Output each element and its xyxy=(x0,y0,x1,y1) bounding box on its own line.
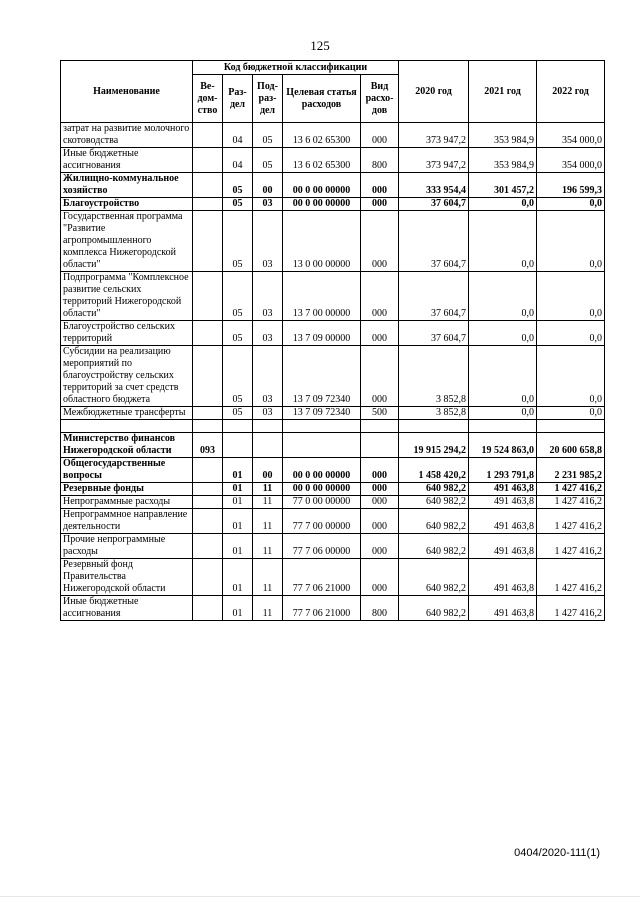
row-target: 13 6 02 65300 xyxy=(283,148,361,173)
row-target: 00 0 00 00000 xyxy=(283,173,361,198)
row-vid: 000 xyxy=(361,559,399,596)
row-value-2022: 1 427 416,2 xyxy=(537,559,605,596)
row-razdel: 05 xyxy=(223,321,253,346)
row-target: 77 7 06 21000 xyxy=(283,596,361,621)
row-podrazdel: 11 xyxy=(253,509,283,534)
row-podrazdel: 00 xyxy=(253,173,283,198)
row-vedomstvo xyxy=(193,458,223,483)
table-row xyxy=(61,407,605,420)
header-2022: 2022 год xyxy=(537,61,605,123)
row-vid: 000 xyxy=(361,496,399,509)
row-name: Резервные фонды xyxy=(61,483,193,496)
row-podrazdel: 05 xyxy=(253,148,283,173)
row-razdel: 05 xyxy=(223,198,253,211)
row-value-2020: 640 982,2 xyxy=(399,559,469,596)
row-value-2022: 20 600 658,8 xyxy=(537,433,605,458)
row-podrazdel: 03 xyxy=(253,321,283,346)
row-razdel: 05 xyxy=(223,407,253,420)
header-2021: 2021 год xyxy=(469,61,537,123)
row-vedomstvo xyxy=(193,148,223,173)
row-vedomstvo xyxy=(193,321,223,346)
table-row xyxy=(61,483,605,496)
row-value-2022: 0,0 xyxy=(537,211,605,272)
header-podrazdel: Под-раз-дел xyxy=(253,75,283,123)
row-podrazdel: 03 xyxy=(253,211,283,272)
row-razdel xyxy=(223,420,253,433)
row-value-2021: 353 984,9 xyxy=(469,148,537,173)
row-value-2020: 373 947,2 xyxy=(399,148,469,173)
table-row xyxy=(61,596,605,621)
row-value-2021: 0,0 xyxy=(469,321,537,346)
row-vid: 000 xyxy=(361,211,399,272)
row-value-2022: 1 427 416,2 xyxy=(537,596,605,621)
row-vedomstvo: 093 xyxy=(193,433,223,458)
row-razdel: 05 xyxy=(223,346,253,407)
row-value-2021: 19 524 863,0 xyxy=(469,433,537,458)
row-value-2022: 1 427 416,2 xyxy=(537,496,605,509)
row-value-2022: 1 427 416,2 xyxy=(537,509,605,534)
row-name: Непрограммные расходы xyxy=(61,496,193,509)
table-row xyxy=(61,496,605,509)
row-razdel: 05 xyxy=(223,173,253,198)
table-row xyxy=(61,534,605,559)
row-target xyxy=(283,433,361,458)
row-vedomstvo xyxy=(193,596,223,621)
row-vid xyxy=(361,433,399,458)
row-value-2020: 640 982,2 xyxy=(399,483,469,496)
row-razdel: 05 xyxy=(223,211,253,272)
row-value-2022: 354 000,0 xyxy=(537,123,605,148)
row-name: Иные бюджетные ассигнования xyxy=(61,596,193,621)
row-podrazdel: 00 xyxy=(253,458,283,483)
table-row xyxy=(61,433,605,458)
row-name: Подпрограмма "Комплексное развитие сельских территорий Нижегородской области" xyxy=(61,272,193,321)
table-row xyxy=(61,123,605,148)
row-target: 77 0 00 00000 xyxy=(283,496,361,509)
row-value-2021: 491 463,8 xyxy=(469,534,537,559)
row-value-2022: 196 599,3 xyxy=(537,173,605,198)
row-target: 00 0 00 00000 xyxy=(283,198,361,211)
row-value-2021: 301 457,2 xyxy=(469,173,537,198)
row-value-2020: 3 852,8 xyxy=(399,407,469,420)
row-name: Благоустройство xyxy=(61,198,193,211)
page-number: 125 xyxy=(310,38,330,53)
row-name: Резервный фонд Правительства Нижегородской области xyxy=(61,559,193,596)
row-razdel: 01 xyxy=(223,559,253,596)
row-podrazdel: 03 xyxy=(253,407,283,420)
row-value-2022: 0,0 xyxy=(537,346,605,407)
header-code-group: Код бюджетной классификации xyxy=(193,61,399,75)
row-name: Субсидии на реализацию мероприятий по благоустройству сельских территорий за счет средств областного бюджета xyxy=(61,346,193,407)
row-podrazdel: 05 xyxy=(253,123,283,148)
row-value-2021: 491 463,8 xyxy=(469,509,537,534)
row-target: 13 6 02 65300 xyxy=(283,123,361,148)
row-vedomstvo xyxy=(193,559,223,596)
row-target: 13 0 00 00000 xyxy=(283,211,361,272)
row-target: 77 7 06 00000 xyxy=(283,534,361,559)
row-value-2020: 640 982,2 xyxy=(399,534,469,559)
row-vid: 000 xyxy=(361,483,399,496)
row-vid: 000 xyxy=(361,346,399,407)
header-vedomstvo: Ве-дом-ство xyxy=(193,75,223,123)
row-value-2021: 0,0 xyxy=(469,198,537,211)
row-target: 77 7 00 00000 xyxy=(283,509,361,534)
row-value-2021: 491 463,8 xyxy=(469,559,537,596)
row-razdel: 04 xyxy=(223,148,253,173)
row-name: Непрограммное направление деятельности xyxy=(61,509,193,534)
row-vid: 000 xyxy=(361,534,399,559)
row-vid: 800 xyxy=(361,596,399,621)
table-row xyxy=(61,509,605,534)
table-body xyxy=(61,123,605,621)
table-row xyxy=(61,173,605,198)
row-podrazdel: 03 xyxy=(253,272,283,321)
row-name: Жилищно-коммунальное хозяйство xyxy=(61,173,193,198)
row-value-2020 xyxy=(399,420,469,433)
table-row xyxy=(61,321,605,346)
row-name: Министерство финансов Нижегородской области xyxy=(61,433,193,458)
row-target: 13 7 00 00000 xyxy=(283,272,361,321)
row-value-2021: 1 293 791,8 xyxy=(469,458,537,483)
budget-table xyxy=(60,60,605,621)
row-value-2020: 333 954,4 xyxy=(399,173,469,198)
row-name: Общегосударственные вопросы xyxy=(61,458,193,483)
row-podrazdel: 11 xyxy=(253,534,283,559)
row-vedomstvo xyxy=(193,211,223,272)
row-name: Иные бюджетные ассигнования xyxy=(61,148,193,173)
row-vid: 000 xyxy=(361,173,399,198)
row-value-2021: 0,0 xyxy=(469,407,537,420)
row-value-2020: 1 458 420,2 xyxy=(399,458,469,483)
row-value-2022: 1 427 416,2 xyxy=(537,534,605,559)
row-value-2022: 0,0 xyxy=(537,272,605,321)
table-row xyxy=(61,198,605,211)
row-podrazdel xyxy=(253,420,283,433)
row-razdel: 01 xyxy=(223,458,253,483)
row-value-2021: 353 984,9 xyxy=(469,123,537,148)
row-vedomstvo xyxy=(193,173,223,198)
table-row xyxy=(61,346,605,407)
header-razdel: Раз-дел xyxy=(223,75,253,123)
header-2020: 2020 год xyxy=(399,61,469,123)
row-value-2021 xyxy=(469,420,537,433)
row-vedomstvo xyxy=(193,509,223,534)
row-value-2022 xyxy=(537,420,605,433)
table-row xyxy=(61,420,605,433)
row-podrazdel: 03 xyxy=(253,346,283,407)
table-row xyxy=(61,458,605,483)
row-value-2020: 373 947,2 xyxy=(399,123,469,148)
row-vid: 800 xyxy=(361,148,399,173)
row-vedomstvo xyxy=(193,346,223,407)
row-value-2021: 0,0 xyxy=(469,272,537,321)
row-razdel: 01 xyxy=(223,534,253,559)
row-value-2021: 491 463,8 xyxy=(469,483,537,496)
row-name: Прочие непрограммные расходы xyxy=(61,534,193,559)
row-value-2022: 0,0 xyxy=(537,198,605,211)
header-vid: Вид расхо-дов xyxy=(361,75,399,123)
row-vid: 000 xyxy=(361,198,399,211)
row-vid: 500 xyxy=(361,407,399,420)
row-vedomstvo xyxy=(193,198,223,211)
row-vedomstvo xyxy=(193,420,223,433)
row-value-2020: 19 915 294,2 xyxy=(399,433,469,458)
row-value-2021: 491 463,8 xyxy=(469,596,537,621)
row-razdel xyxy=(223,433,253,458)
row-vedomstvo xyxy=(193,123,223,148)
document-code: 0404/2020-111(1) xyxy=(514,847,600,859)
header-name: Наименование xyxy=(61,61,193,123)
row-value-2021: 0,0 xyxy=(469,211,537,272)
row-podrazdel: 11 xyxy=(253,483,283,496)
row-vedomstvo xyxy=(193,483,223,496)
row-target: 00 0 00 00000 xyxy=(283,458,361,483)
row-vid: 000 xyxy=(361,509,399,534)
row-razdel: 01 xyxy=(223,496,253,509)
row-value-2022: 0,0 xyxy=(537,321,605,346)
row-name: затрат на развитие молочного скотоводства xyxy=(61,123,193,148)
row-target: 13 7 09 00000 xyxy=(283,321,361,346)
footer-divider xyxy=(0,896,640,897)
row-target: 13 7 09 72340 xyxy=(283,346,361,407)
row-target: 00 0 00 00000 xyxy=(283,483,361,496)
row-value-2021: 0,0 xyxy=(469,346,537,407)
row-value-2021: 491 463,8 xyxy=(469,496,537,509)
header-target: Целевая статья расходов xyxy=(283,75,361,123)
row-name: Государственная программа "Развитие агропромышленного комплекса Нижегородской области" xyxy=(61,211,193,272)
row-razdel: 05 xyxy=(223,272,253,321)
table-row xyxy=(61,211,605,272)
table-row xyxy=(61,272,605,321)
row-vid: 000 xyxy=(361,272,399,321)
row-value-2020: 37 604,7 xyxy=(399,211,469,272)
row-vedomstvo xyxy=(193,407,223,420)
row-value-2020: 37 604,7 xyxy=(399,272,469,321)
row-name: Благоустройство сельских территорий xyxy=(61,321,193,346)
row-vedomstvo xyxy=(193,534,223,559)
row-target xyxy=(283,420,361,433)
row-value-2022: 354 000,0 xyxy=(537,148,605,173)
row-value-2020: 640 982,2 xyxy=(399,509,469,534)
row-razdel: 04 xyxy=(223,123,253,148)
row-name xyxy=(61,420,193,433)
row-podrazdel: 03 xyxy=(253,198,283,211)
row-value-2022: 1 427 416,2 xyxy=(537,483,605,496)
table-row xyxy=(61,559,605,596)
row-razdel: 01 xyxy=(223,596,253,621)
row-vid xyxy=(361,420,399,433)
row-name: Межбюджетные трансферты xyxy=(61,407,193,420)
row-value-2020: 3 852,8 xyxy=(399,346,469,407)
row-value-2020: 37 604,7 xyxy=(399,321,469,346)
row-razdel: 01 xyxy=(223,483,253,496)
row-target: 13 7 09 72340 xyxy=(283,407,361,420)
table-header xyxy=(61,61,605,123)
row-vedomstvo xyxy=(193,496,223,509)
row-razdel: 01 xyxy=(223,509,253,534)
row-vid: 000 xyxy=(361,123,399,148)
row-vedomstvo xyxy=(193,272,223,321)
row-podrazdel xyxy=(253,433,283,458)
row-podrazdel: 11 xyxy=(253,559,283,596)
row-value-2022: 2 231 985,2 xyxy=(537,458,605,483)
row-target: 77 7 06 21000 xyxy=(283,559,361,596)
table-row xyxy=(61,148,605,173)
row-vid: 000 xyxy=(361,458,399,483)
row-podrazdel: 11 xyxy=(253,596,283,621)
row-podrazdel: 11 xyxy=(253,496,283,509)
row-vid: 000 xyxy=(361,321,399,346)
row-value-2022: 0,0 xyxy=(537,407,605,420)
row-value-2020: 37 604,7 xyxy=(399,198,469,211)
row-value-2020: 640 982,2 xyxy=(399,596,469,621)
row-value-2020: 640 982,2 xyxy=(399,496,469,509)
